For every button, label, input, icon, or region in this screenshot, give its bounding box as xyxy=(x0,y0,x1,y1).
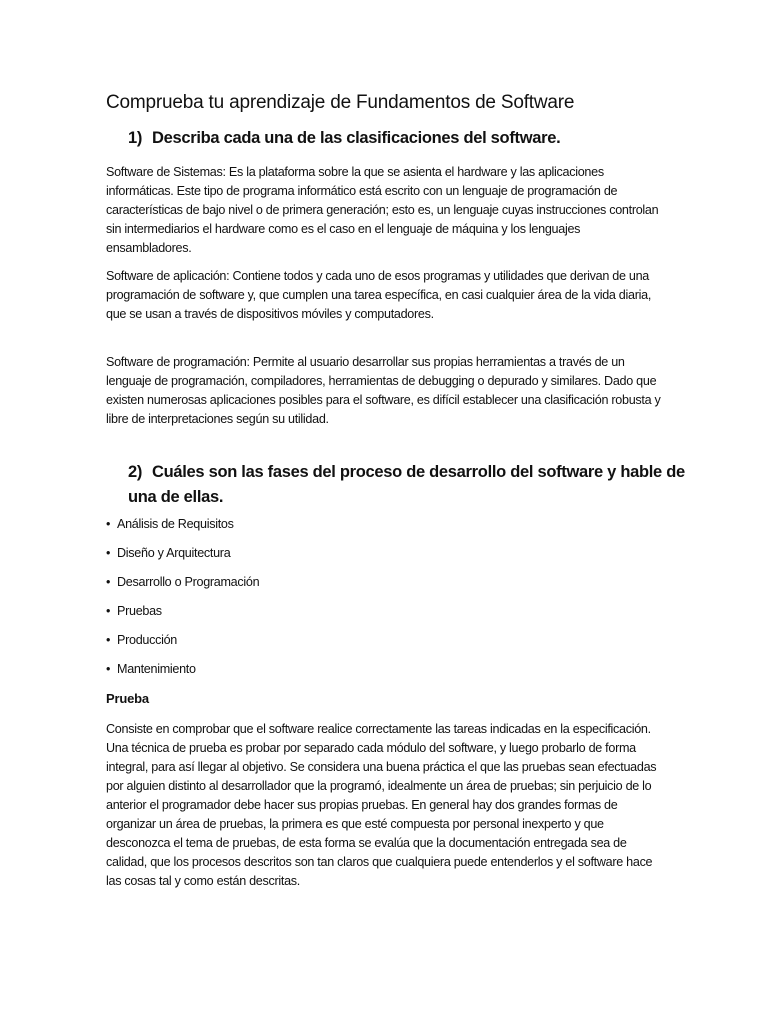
list-item-label: Pruebas xyxy=(117,604,162,618)
list-item xyxy=(106,572,259,601)
question-1-text: Describa cada una de las clasificaciones del software. xyxy=(152,129,561,147)
list-item xyxy=(106,630,259,659)
bullet-icon: • xyxy=(106,633,111,647)
paragraph-prueba: Consiste en comprobar que el software realice correctamente las tareas indicadas en la especificación. Una técnica de prueba es probar por separado cada módulo del software, y luego probarlo de forma integral, para así llegar al objetivo. Se considera una buena práctica el que las pruebas sean efectuadas por alguien distinto al desarrollador que la programó, idealmente un área de pruebas; sin perjuicio de lo anterior el programador debe hacer sus propias pruebas. En general hay dos grandes formas de organizar un área de pruebas, la primera es que esté compuesta por personal inexperto y que desconozca el tema de pruebas, de esta forma se evalúa que la documentación entregada sea de calidad, que los procesos descritos son tan claros que cualquiera puede entenderlos y el software hace las cosas tal y como están descritas. xyxy=(106,722,657,888)
paragraph-software-aplicacion xyxy=(106,267,666,324)
phases-list xyxy=(106,514,259,688)
paragraph-lead: Software de programación: xyxy=(106,355,250,369)
paragraph-lead: Software de aplicación: xyxy=(106,269,230,283)
list-item-label: Análisis de Requisitos xyxy=(117,517,234,531)
bullet-icon: • xyxy=(106,517,111,531)
list-item-label: Producción xyxy=(117,633,178,647)
question-1-heading xyxy=(128,129,560,148)
question-1-number: 1) xyxy=(128,129,143,147)
bullet-icon: • xyxy=(106,604,111,618)
list-item xyxy=(106,659,259,688)
bullet-icon: • xyxy=(106,546,111,560)
document-title: Comprueba tu aprendizaje de Fundamentos de Software xyxy=(106,92,575,113)
question-2-number: 2) xyxy=(128,463,143,481)
list-item xyxy=(106,543,259,572)
subheading-prueba: Prueba xyxy=(106,691,149,706)
paragraph-lead: Software de Sistemas: xyxy=(106,165,226,179)
bullet-icon: • xyxy=(106,575,111,589)
question-2-text: Cuáles son las fases del proceso de desarrollo del software y hable de una de ellas. xyxy=(128,463,685,506)
list-item xyxy=(106,514,259,543)
question-2-heading xyxy=(128,460,688,510)
list-item-label: Mantenimiento xyxy=(117,662,196,676)
bullet-icon: • xyxy=(106,662,111,676)
paragraph-body: Es la plataforma sobre la que se asienta el hardware y las aplicaciones informáticas. Este tipo de programa informático está escrito con un lenguaje de programación de características de bajo nivel o de primera generación; esto es, un lenguaje cuyas instrucciones controlan sin intermediarios el hardware como es el caso en el lenguaje de máquina y los lenguajes ensambladores. xyxy=(106,165,659,255)
list-item-label: Desarrollo o Programación xyxy=(117,575,260,589)
paragraph-body: Permite al usuario desarrollar sus propias herramientas a través de un lenguaje de programación, compiladores, herramientas de debugging o depurado y similares. Dado que existen numerosas aplicaciones posibles para el software, es difícil establecer una clasificación robusta y libre de interpretaciones según su utilidad. xyxy=(106,355,661,426)
paragraph-body: Contiene todos y cada uno de esos programas y utilidades que derivan de una programación de software y, que cumplen una tarea específica, en casi cualquier área de la vida diaria, que se usan a través de dispositivos móviles y computadores. xyxy=(106,269,652,321)
paragraph-software-programacion xyxy=(106,353,666,429)
list-item xyxy=(106,601,259,630)
list-item-label: Diseño y Arquitectura xyxy=(117,546,231,560)
paragraph-software-sistemas xyxy=(106,163,666,258)
